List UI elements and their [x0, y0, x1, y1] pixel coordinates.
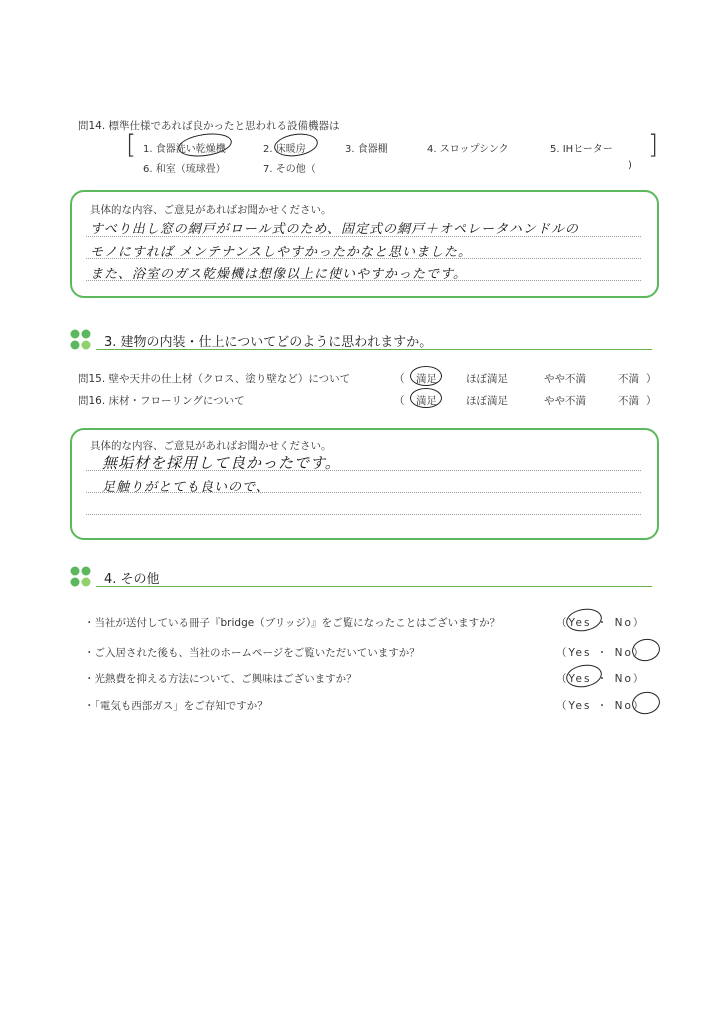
s4-question-3: ・光熱費を抑える方法について、ご興味はございますか？	[84, 673, 357, 685]
clover-icon	[70, 329, 79, 338]
q15-choice-3[interactable]: やや不満	[544, 373, 586, 385]
section-4-title: 4. その他	[104, 572, 160, 587]
q14-option-1[interactable]: 1. 食器洗い乾燥機	[143, 144, 226, 155]
q16-open: （	[394, 395, 405, 407]
answer-circle-q15	[410, 366, 442, 386]
q14-option-4[interactable]: 4. スロップシンク	[427, 144, 509, 155]
comment-2-line-2: 足触りがとても良いので、	[102, 480, 270, 495]
section-4-underline	[96, 586, 652, 587]
section-3-underline	[96, 349, 652, 350]
answer-circle-q16	[410, 388, 442, 408]
s4-answer-1[interactable]: （Yes ・ No）	[556, 617, 646, 629]
q16-choice-2[interactable]: ほぼ満足	[466, 395, 508, 407]
q16-choice-4[interactable]: 不満	[618, 395, 639, 407]
q15-choice-2[interactable]: ほぼ満足	[466, 373, 508, 385]
q15-choice-4[interactable]: 不満	[618, 373, 639, 385]
q14-option-6[interactable]: 6. 和室（琉球畳）	[143, 164, 226, 175]
s4-question-2: ・ご入居された後も、当社のホームページをご覧いただいていますか？	[84, 647, 420, 659]
s4-question-4: ・「電気も西部ガス」をご存知ですか？	[84, 700, 268, 712]
q16-choice-3[interactable]: やや不満	[544, 395, 586, 407]
q14-option-5[interactable]: 5. IHヒーター	[550, 144, 613, 155]
comment-box-1	[70, 190, 659, 298]
q14-close-paren: )	[628, 160, 632, 171]
comment-box-2-title: 具体的な内容、ご意見があればお聞かせください。	[90, 440, 332, 452]
rule	[86, 514, 641, 515]
q15-choice-1[interactable]: 満足	[416, 373, 437, 385]
section-3-title: 3. 建物の内装・仕上についてどのように思われますか。	[104, 335, 433, 350]
q16-close: ）	[646, 395, 657, 407]
comment-1-line-1: すべり出し窓の網戸がロール式のため、固定式の網戸＋オペレータハンドルの	[90, 222, 579, 237]
q14-option-3[interactable]: 3. 食器棚	[345, 144, 388, 155]
clover-icon	[70, 566, 79, 575]
q15-label: 問15. 壁や天井の仕上材（クロス、塗り壁など）について	[78, 373, 351, 385]
q14-label: 問14. 標準仕様であれば良かったと思われる設備機器は	[78, 120, 340, 132]
s4-answer-4[interactable]: （Yes ・ No）	[556, 700, 646, 712]
q14-option-7[interactable]: 7. その他（	[263, 164, 316, 175]
comment-1-line-3: また、浴室のガス乾燥機は想像以上に使いやすかったです。	[90, 267, 467, 282]
bracket-right: ]	[648, 130, 659, 160]
s4-answer-3[interactable]: （Yes ・ No）	[556, 673, 646, 685]
answer-circle-q14-1	[177, 130, 234, 159]
q14-option-2[interactable]: 2. 床暖房	[263, 144, 306, 155]
q15-close: ）	[646, 373, 657, 385]
comment-box-1-title: 具体的な内容、ご意見があればお聞かせください。	[90, 204, 332, 216]
q16-choice-1[interactable]: 満足	[416, 395, 437, 407]
bracket-left: [	[126, 130, 137, 160]
comment-box-2	[70, 428, 659, 540]
q16-label: 問16. 床材・フローリングについて	[78, 395, 245, 407]
s4-answer-2[interactable]: （Yes ・ No）	[556, 647, 646, 659]
q15-open: （	[394, 373, 405, 385]
comment-1-line-2: モノにすれば メンテナンスしやすかったかなと思いました。	[90, 245, 472, 260]
comment-2-line-1: 無垢材を採用して良かったです。	[102, 454, 341, 472]
s4-question-1: ・当社が送付している冊子『bridge（ブリッジ）』をご覧になったことはございますか？	[84, 617, 501, 629]
